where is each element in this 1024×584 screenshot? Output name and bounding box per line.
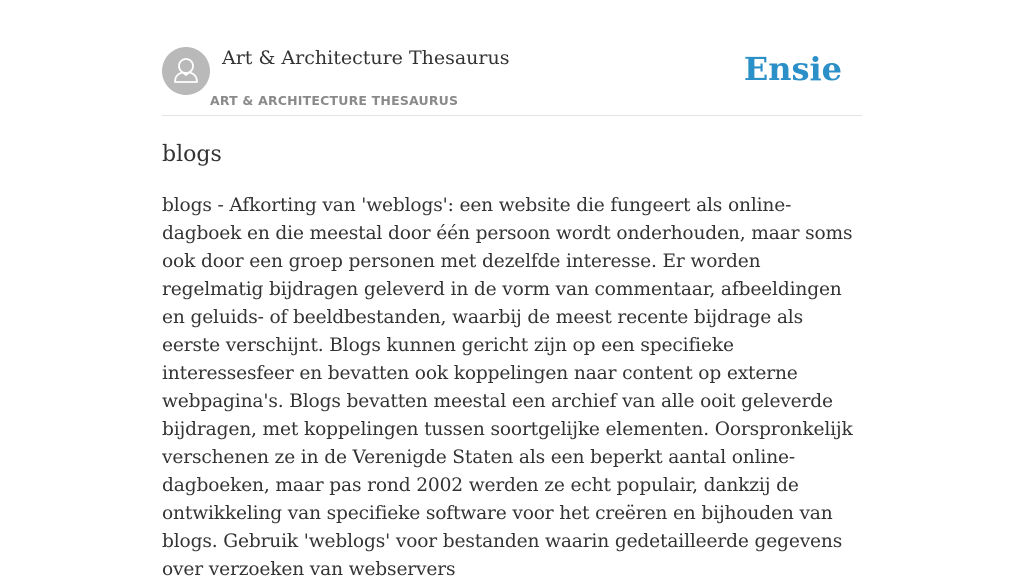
source-subtitle[interactable]: ART & ARCHITECTURE THESAURUS <box>210 93 459 108</box>
entry-term: blogs <box>162 142 222 167</box>
avatar[interactable] <box>162 47 210 95</box>
entry-definition: blogs - Afkorting van 'weblogs': een website die fungeert als online-dagboek en die meestal door één persoon wordt onderhouden, maar soms ook door een groep personen met dezelfde interesse. Er worden regelmatig bijdragen geleverd in de vorm van commentaar, afbeeldingen en geluids- of beeldbestanden, waarbij de meest recente bijdrage als eerste verschijnt. Blogs kunnen gericht zijn op een specifieke interessesfeer en bevatten ook koppelingen naar content op externe webpagina's. Blogs bevatten meestal een archief van alle ooit geleverde bijdragen, met koppelingen tussen soortgelijke elementen. Oorspronkelijk verschenen ze in de Verenigde Staten als een beperkt aantal online-dagboeken, maar pas rond 2002 werden ze echt populair, dankzij de ontwikkeling van specifieke software voor het creëren en bijhouden van blogs. Gebruik 'weblogs' voor bestanden waarin gedetailleerde gegevens over verzoeken van webservers <box>162 195 853 580</box>
entry-header <box>162 0 862 116</box>
user-silhouette-icon <box>162 47 210 95</box>
source-title[interactable]: Art & Architecture Thesaurus <box>222 47 510 69</box>
entry-container <box>162 0 862 580</box>
brand-logo[interactable]: Ensie <box>743 50 842 88</box>
